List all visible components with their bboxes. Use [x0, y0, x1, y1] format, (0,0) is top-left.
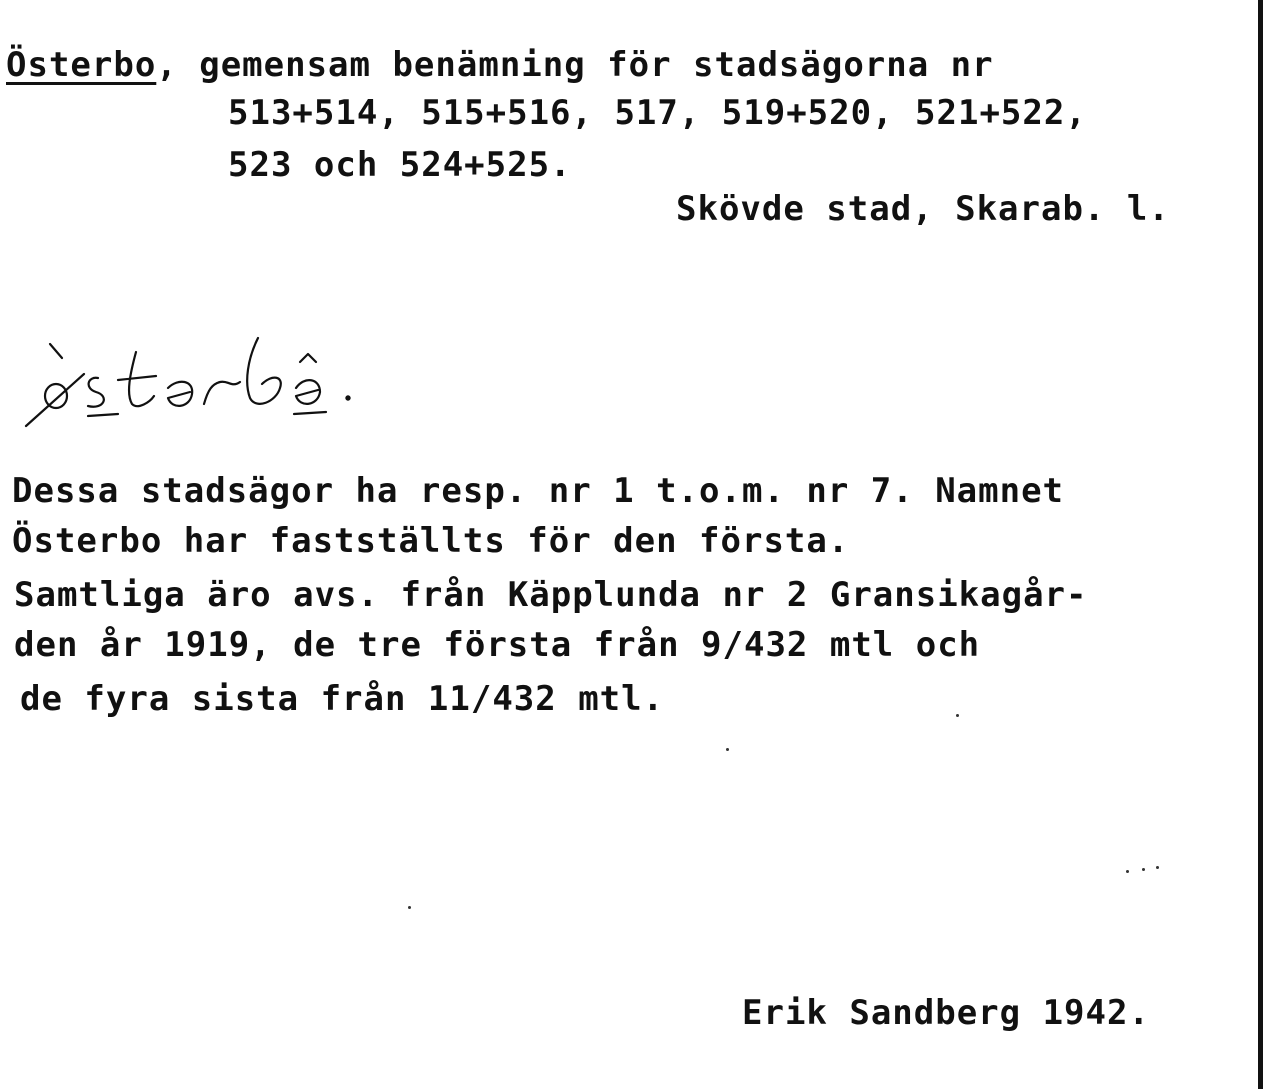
entry-header-line-2: 513+514, 515+516, 517, 519+520, 521+522,: [228, 93, 1087, 133]
scan-speck: [408, 906, 411, 909]
scan-speck: [956, 714, 959, 717]
scan-speck: [1156, 866, 1159, 869]
scan-speck: [1126, 870, 1129, 873]
handwritten-pronunciation: [18, 318, 398, 438]
entry-header-line-1: [6, 45, 994, 85]
body-line: Dessa stadsägor ha resp. nr 1 t.o.m. nr 7. Namnet: [12, 471, 1065, 511]
headword: Österbo: [6, 45, 157, 85]
card-edge-line: [1258, 0, 1263, 1089]
body-line: Österbo har fastställts för den första.: [12, 521, 850, 561]
body-line: Samtliga äro avs. från Käpplunda nr 2 Gransikagår-: [14, 575, 1088, 615]
body-line: den år 1919, de tre första från 9/432 mtl och: [14, 625, 981, 665]
scan-speck: [726, 748, 729, 751]
signature: Erik Sandberg 1942.: [742, 993, 1150, 1033]
entry-definition-start: , gemensam benämning för stadsägorna nr: [156, 45, 994, 85]
entry-header-line-3: 523 och 524+525.: [228, 145, 572, 185]
body-line: de fyra sista från 11/432 mtl.: [20, 679, 665, 719]
location-reference: Skövde stad, Skarab. l.: [676, 189, 1170, 229]
scan-speck: [1142, 868, 1145, 871]
